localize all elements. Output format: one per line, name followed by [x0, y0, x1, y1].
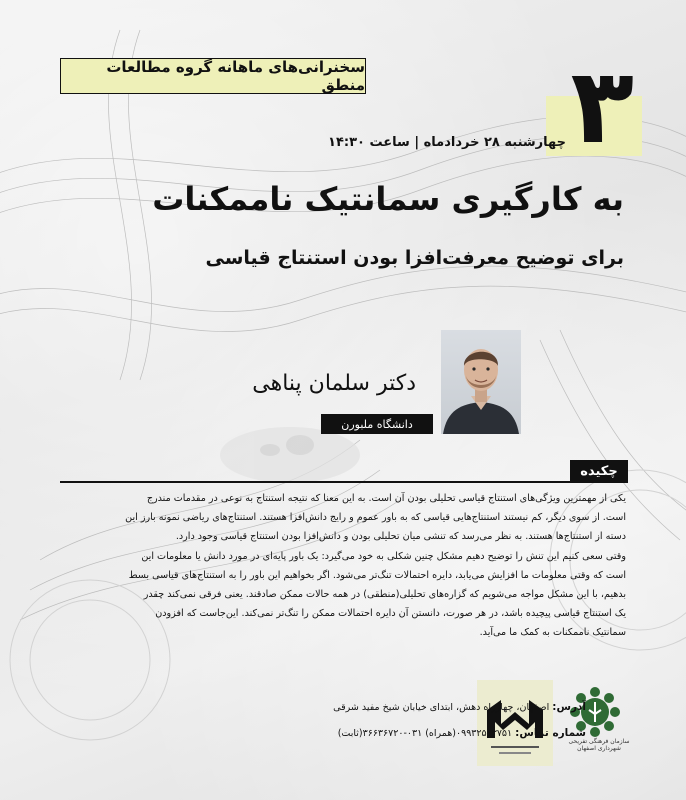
- address-label: آدرس:: [552, 701, 586, 713]
- abstract-line: یک استنتاج قیاسی پیچیده باشد، در هر صورت، دانستن آن دایره احتمالات ممکن را تنگ‌تر نمی‌کند. این‌جاست که افزودن: [155, 608, 626, 620]
- abstract-line: دسته از استنتاج‌ها هستند. به نظر می‌رسد که تنشی میان تحلیلی بودن و دانش‌افزا بودن استنتاج قیاسی وجود دارد.: [175, 531, 626, 543]
- series-label: سخنرانی‌های ماهانه گروه مطالعات منطق: [60, 58, 366, 94]
- speaker-name: دکتر سلمان پناهی: [252, 371, 416, 396]
- talk-title: به کارگیری سمانتیک ناممکنات: [152, 180, 624, 218]
- date-time: چهارشنبه ۲۸ خرداد‌ماه | ساعت ۱۴:۳۰: [328, 135, 566, 150]
- speaker-photo: [441, 330, 521, 434]
- emblem-caption: سازمان فرهنگی تفریحی شهرداری اصفهان: [568, 738, 630, 752]
- speaker-portrait-icon: [441, 330, 521, 434]
- abstract-line: است. از سوی دیگر، کم نیستند استنتاج‌هایی قیاسی که به باور عموم و رایج دانش‌افزا هستند. استنتاج‌های ریاضی نمونه بارز این: [125, 512, 626, 524]
- building-logo: [477, 680, 553, 766]
- session-number-badge: [532, 45, 652, 172]
- address-value: اصفهان، چهارراه دهش، ابتدای خیابان شیخ مفید شرقی: [333, 702, 550, 713]
- phone-value: ۰۹۹۳۲۵۱۳۷۵۱(همراه) ۰۳۱-۳۶۶۳۶۷۲۰(ثابت): [337, 728, 513, 739]
- talk-subtitle: برای توضیح معرفت‌افزا بودن استنتاج قیاسی: [205, 247, 624, 269]
- session-number: ۳: [570, 45, 634, 167]
- address: [333, 701, 586, 713]
- speaker-affiliation: دانشگاه ملبورن: [321, 414, 433, 434]
- phone-label: شماره تماس:: [515, 727, 586, 739]
- abstract-body: [60, 489, 626, 643]
- phone: [338, 727, 586, 739]
- abstract-line: وقتی سعی کنیم این تنش را توضیح دهیم مشکل چنین شکلی به خود می‌گیرد: یک باور پایه‌ای در مورد دانش یا معلومات این: [141, 550, 626, 562]
- abstract-line: یکی از مهمترین ویژگی‌های استنتاج قیاسی تحلیلی بودن آن است. به این معنا که نتیجه استنتاج به نوعی در مقدمات مندرج: [146, 493, 626, 504]
- abstract-heading: چکیده: [570, 460, 628, 482]
- abstract-line: بدهیم، با این مشکل مواجه می‌شویم که گزاره‌های تحلیلی(منطقی) در همه حالات ممکن صادقند. یعنی فرقی نمی‌کند چقدر: [143, 589, 626, 601]
- abstract-line: است که وقتی معلومات ما افزایش می‌یابد، دایره احتمالات تنگ‌تر می‌شود. اگر بخواهیم این باور را به استنتاج‌های قیاسی بسط: [128, 569, 626, 581]
- abstract-divider: [60, 481, 628, 483]
- building-logo-icon: [477, 680, 553, 766]
- abstract-line: سمانتیک ناممکنات به کمک ما می‌آید.: [479, 627, 626, 639]
